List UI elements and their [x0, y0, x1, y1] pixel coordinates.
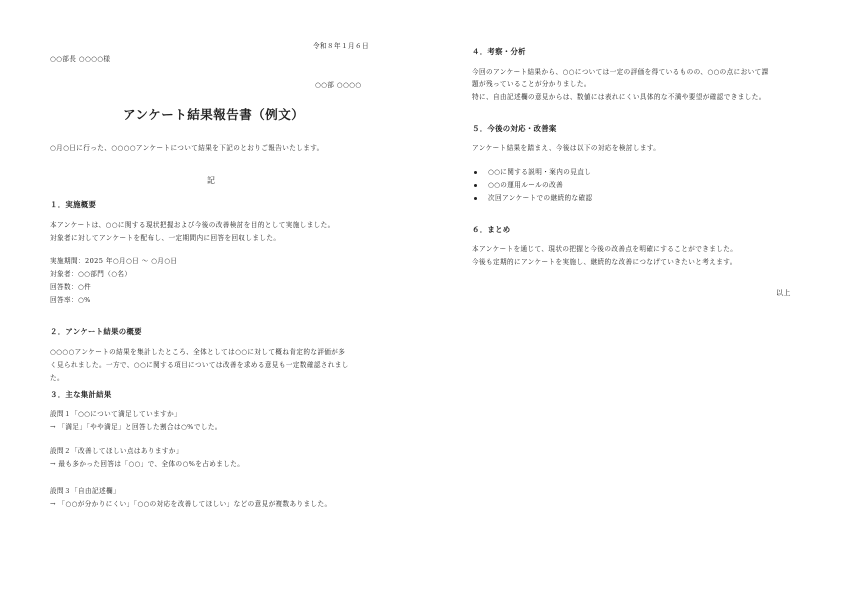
section-heading-summary: ２．アンケート結果の概要	[50, 327, 142, 336]
actions-lead: アンケート結果を踏まえ、今後は以下の対応を検討します。	[472, 144, 661, 152]
analysis-line: 特に、自由記述欄の意見からは、数値には表れにくい具体的な不満や要望が確認できました。	[472, 93, 766, 101]
detail-period: 実施期間：2025 年○月○日 ～ ○月○日	[50, 257, 178, 265]
sender: ○○部 ○○○○	[315, 81, 362, 89]
answer-2: → 最も多かった回答は「○○」で、全体の○%を占めました。	[50, 460, 245, 468]
ki-label: 記	[207, 176, 216, 185]
section-heading-results: ３．主な集計結果	[50, 390, 112, 399]
date: 令和８年１月６日	[313, 42, 369, 50]
analysis-line: 今回のアンケート結果から、○○については一定の評価を得ているものの、○○の点において課	[472, 68, 769, 76]
detail-target: 対象者：○○部門（○名）	[50, 270, 132, 278]
conclusion-line: 本アンケートを通じて、現状の把握と今後の改善点を明確にすることができました。	[472, 245, 738, 253]
question-3: 設問３「自由記述欄」	[50, 487, 120, 495]
action-bullet	[474, 171, 477, 174]
action-item: ○○の運用ルールの改善	[488, 181, 564, 189]
action-bullet	[474, 184, 477, 187]
answer-1: → 「満足」「やや満足」と回答した割合は○%でした。	[50, 423, 222, 431]
section-heading-actions: ５．今後の対応・改善案	[472, 124, 557, 133]
summary-line: く見られました。一方で、○○に関する項目については改善を求める意見も一定数確認されまし	[50, 361, 349, 369]
closing-text: 以上	[776, 289, 791, 297]
section-heading-overview: １．実施概要	[50, 200, 97, 209]
overview-line: 対象者に対してアンケートを配布し、一定期間内に回答を回収しました。	[50, 234, 281, 242]
action-item: ○○に関する説明・案内の見直し	[488, 168, 592, 176]
question-2: 設問２「改善してほしい点はありますか」	[50, 447, 183, 455]
summary-line: た。	[50, 374, 64, 382]
action-item: 次回アンケートでの継続的な確認	[488, 194, 593, 202]
detail-responses: 回答数：○件	[50, 283, 92, 291]
conclusion-line: 今後も定期的にアンケートを実施し、継続的な改善につなげていきたいと考えます。	[472, 258, 737, 266]
section-heading-analysis: ４．考察・分析	[472, 47, 526, 56]
question-1: 設問１「○○について満足していますか」	[50, 410, 182, 418]
section-heading-conclusion: ６．まとめ	[472, 225, 511, 234]
page-title: アンケート結果報告書（例文）	[123, 107, 305, 122]
overview-line: 本アンケートは、○○に関する現状把握および今後の改善検討を目的として実施しました。	[50, 221, 335, 229]
analysis-line: 題が残っていることが分かりました。	[472, 80, 591, 88]
answer-3: → 「○○が分かりにくい」「○○の対応を改善してほしい」などの意見が複数ありました。	[50, 500, 332, 508]
detail-rate: 回答率：○%	[50, 296, 91, 304]
action-bullet	[474, 197, 477, 200]
recipient: ○○部長 ○○○○様	[50, 55, 111, 63]
summary-line: ○○○○アンケートの結果を集計したところ、全体としては○○に対して概ね肯定的な評価が多	[50, 348, 346, 356]
intro-text: ○月○日に行った、○○○○アンケートについて結果を下記のとおりご報告いたします。	[50, 144, 324, 152]
